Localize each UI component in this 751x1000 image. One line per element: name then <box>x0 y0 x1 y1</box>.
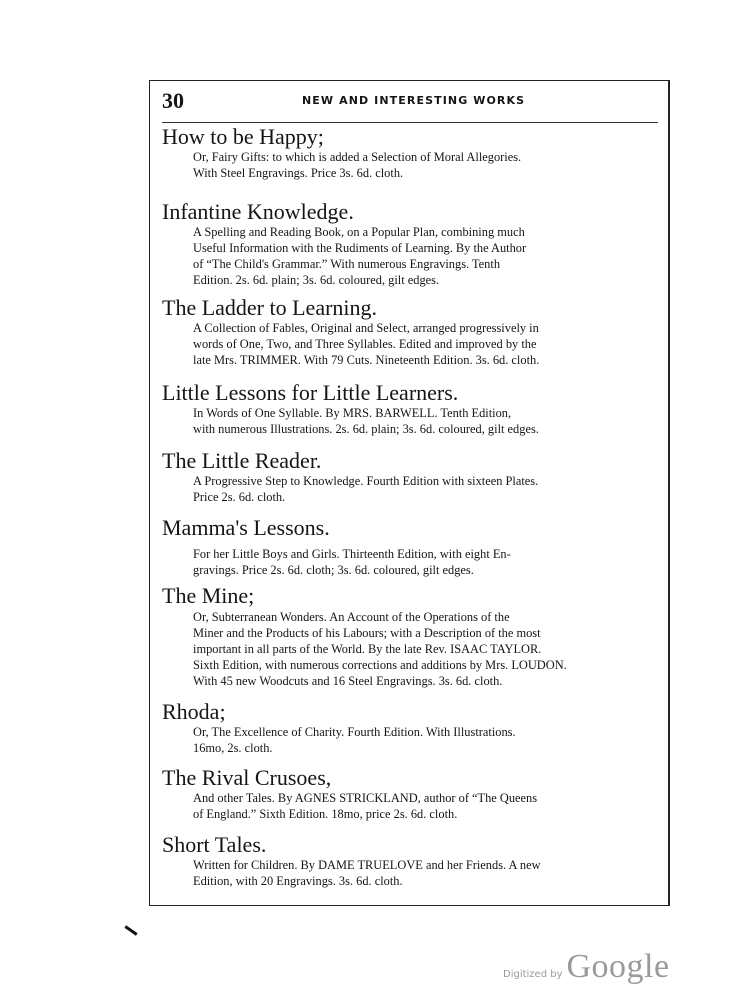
description-line: 16mo, 2s. cloth. <box>193 741 273 755</box>
book-entry <box>162 200 662 288</box>
ink-mark <box>124 925 137 935</box>
description-line: Or, Fairy Gifts: to which is added a Selection of Moral Allegories. <box>193 150 522 164</box>
book-entry <box>162 449 662 505</box>
description-line: With 45 new Woodcuts and 16 Steel Engravings. 3s. 6d. cloth. <box>193 674 503 688</box>
book-title: Little Lessons for Little Learners. <box>162 380 459 405</box>
description-line: With Steel Engravings. Price 3s. 6d. cloth. <box>193 166 404 180</box>
description-line: gravings. Price 2s. 6d. cloth; 3s. 6d. coloured, gilt edges. <box>193 563 474 577</box>
description-line: of England.” Sixth Edition. 18mo, price 2s. 6d. cloth. <box>193 807 458 821</box>
book-entry <box>162 516 662 578</box>
book-description <box>193 857 662 889</box>
description-line: late Mrs. TRIMMER. With 79 Cuts. Nineteenth Edition. 3s. 6d. cloth. <box>193 353 540 367</box>
book-entry <box>162 381 662 437</box>
book-entry <box>162 125 662 181</box>
book-description <box>193 609 662 689</box>
book-title: Rhoda; <box>162 699 226 724</box>
book-description <box>193 546 662 578</box>
description-line: Edition, with 20 Engravings. 3s. 6d. cloth. <box>193 874 403 888</box>
book-description <box>193 149 662 181</box>
book-description <box>193 790 662 822</box>
book-title: The Rival Crusoes, <box>162 765 332 790</box>
description-line: Or, Subterranean Wonders. An Account of the Operations of the <box>193 610 510 624</box>
watermark-prefix: Digitized by <box>503 969 563 980</box>
book-title: The Mine; <box>162 583 255 608</box>
description-line: Edition. 2s. 6d. plain; 3s. 6d. coloured, gilt edges. <box>193 273 440 287</box>
description-line: A Spelling and Reading Book, on a Popular Plan, combining much <box>193 225 525 239</box>
description-line: of “The Child's Grammar.” With numerous Engravings. Tenth <box>193 257 501 271</box>
description-line: And other Tales. By AGNES STRICKLAND, author of “The Queens <box>193 791 538 805</box>
description-line: Or, The Excellence of Charity. Fourth Edition. With Illustrations. <box>193 725 516 739</box>
book-description <box>193 473 662 505</box>
book-description <box>193 320 662 368</box>
description-line: Written for Children. By DAME TRUELOVE and her Friends. A new <box>193 858 541 872</box>
description-line: with numerous Illustrations. 2s. 6d. plain; 3s. 6d. coloured, gilt edges. <box>193 422 539 436</box>
page-header <box>162 88 658 123</box>
book-description <box>193 724 662 756</box>
book-entry <box>162 296 662 368</box>
book-entry <box>162 584 662 689</box>
description-line: A Progressive Step to Knowledge. Fourth Edition with sixteen Plates. <box>193 474 539 488</box>
book-description <box>193 405 662 437</box>
running-head: NEW AND INTERESTING WORKS <box>302 94 526 107</box>
book-title: Mamma's Lessons. <box>162 515 330 540</box>
book-entry <box>162 766 662 822</box>
book-title: The Little Reader. <box>162 448 322 473</box>
description-line: Price 2s. 6d. cloth. <box>193 490 286 504</box>
description-line: Sixth Edition, with numerous corrections and additions by Mrs. LOUDON. <box>193 658 567 672</box>
book-title: Infantine Knowledge. <box>162 199 354 224</box>
page-number: 30 <box>162 88 184 113</box>
description-line: Miner and the Products of his Labours; with a Description of the most <box>193 626 541 640</box>
book-title: The Ladder to Learning. <box>162 295 378 320</box>
description-line: A Collection of Fables, Original and Select, arranged progressively in <box>193 321 539 335</box>
digitization-watermark <box>503 948 670 986</box>
description-line: words of One, Two, and Three Syllables. Edited and improved by the <box>193 337 537 351</box>
description-line: In Words of One Syllable. By MRS. BARWELL. Tenth Edition, <box>193 406 512 420</box>
book-title: How to be Happy; <box>162 124 324 149</box>
book-entry <box>162 700 662 756</box>
book-description <box>193 224 662 288</box>
description-line: For her Little Boys and Girls. Thirteenth Edition, with eight En- <box>193 547 511 561</box>
google-logo: Google <box>566 948 670 985</box>
book-title: Short Tales. <box>162 832 267 857</box>
description-line: important in all parts of the World. By the late Rev. ISAAC TAYLOR. <box>193 642 542 656</box>
book-entry <box>162 833 662 889</box>
description-line: Useful Information with the Rudiments of Learning. By the Author <box>193 241 527 255</box>
